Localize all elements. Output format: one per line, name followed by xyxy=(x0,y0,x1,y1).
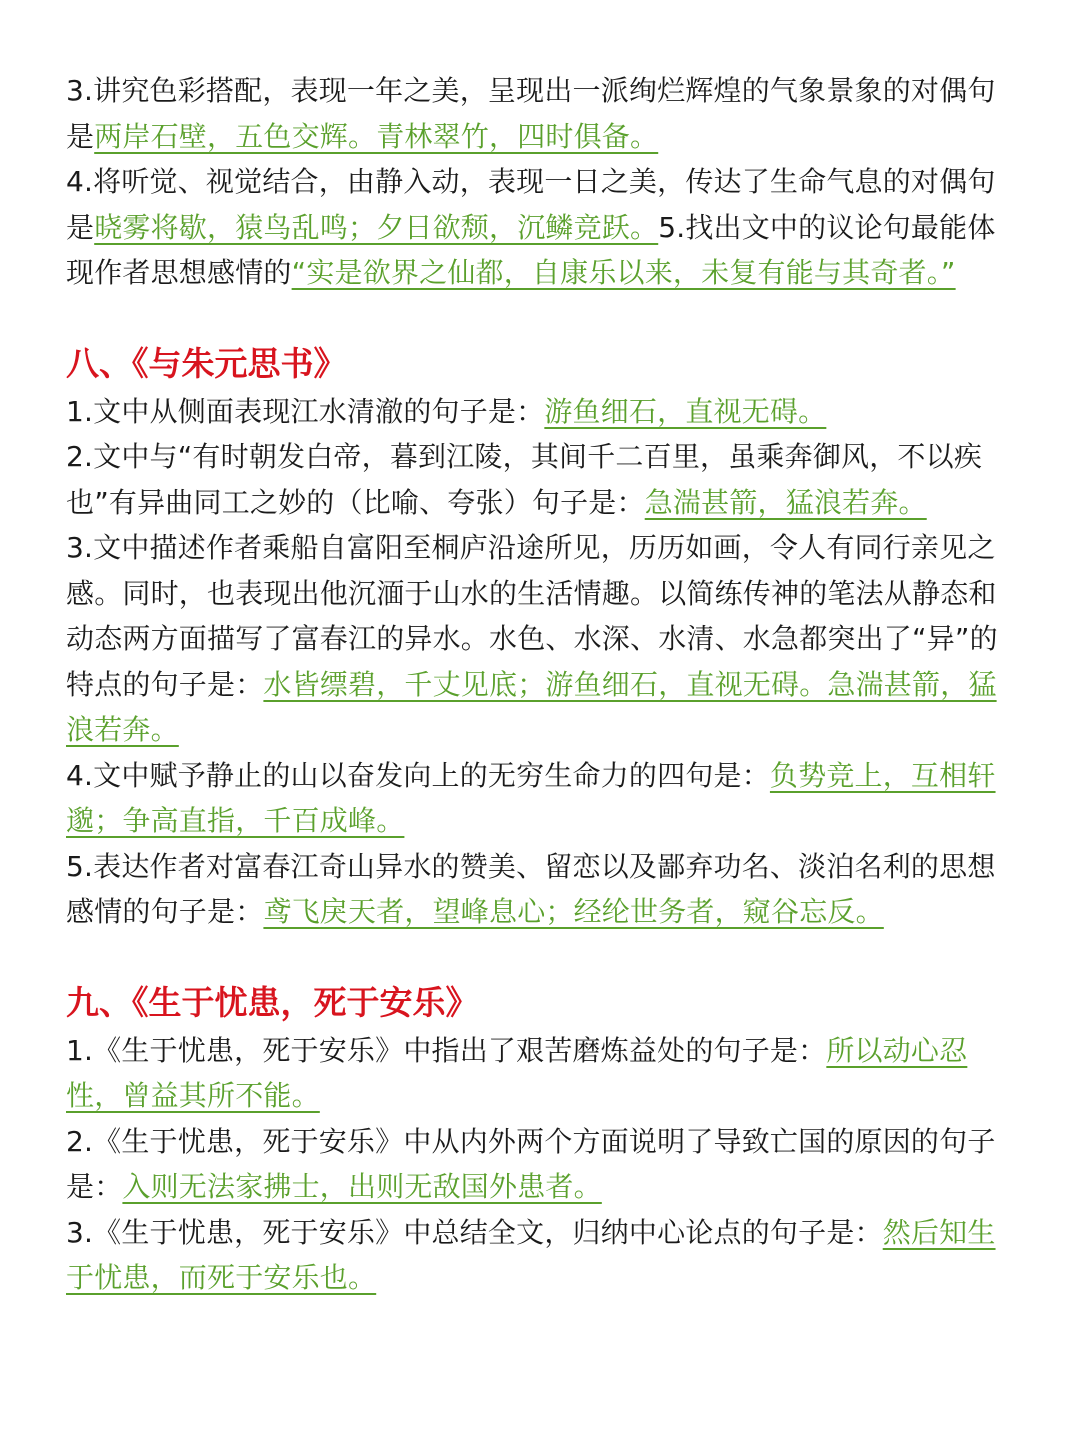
answer-text: 急湍甚箭，猛浪若奔。 xyxy=(644,485,927,519)
answer-text: 晓雾将歇，猿鸟乱鸣；夕日欲颓，沉鳞竞跃。 xyxy=(94,210,659,244)
question-8-1 xyxy=(66,389,1020,435)
question-prompt: 1.《生于忧患，死于安乐》中指出了艰苦磨炼益处的句子是： xyxy=(66,1033,827,1067)
question-9-3 xyxy=(66,1210,1020,1301)
question-prompt: 4.将听觉、视觉结合，由静入动，表现一日之美，传达了生命气息的对偶句是 xyxy=(66,165,996,244)
answer-text: 然后知生于忧患，而死于安乐也。 xyxy=(66,1215,996,1294)
question-prompt: 4.文中赋予静止的山以奋发向上的无穷生命力的四句是： xyxy=(66,758,770,792)
answer-text: 游鱼细石，直视无碍。 xyxy=(544,394,827,428)
question-prompt: 2.《生于忧患，死于安乐》中从内外两个方面说明了导致亡国的原因的句子是： xyxy=(66,1124,996,1203)
document-page xyxy=(66,68,1020,1301)
section-heading-8: 八、《与朱元思书》 xyxy=(66,343,347,383)
question-8-3 xyxy=(66,525,1020,753)
answer-text: 所以动心忍性，曾益其所不能。 xyxy=(66,1033,968,1112)
answer-text: 鸢飞戾天者，望峰息心；经纶世务者，窥谷忘反。 xyxy=(263,895,884,928)
answer-text: 入则无法家拂士，出则无敌国外患者。 xyxy=(122,1170,602,1203)
answer-text: 水皆缥碧，千丈见底；游鱼细石，直视无碍。急湍甚箭，猛浪若奔。 xyxy=(66,667,997,746)
answer-text: 两岸石壁，五色交辉。青林翠竹，四时俱备。 xyxy=(94,119,659,153)
question-prompt: 5.找出文中的议论句最能体现作者思想感情的 xyxy=(66,210,996,289)
question-prompt: 2.文中与“有时朝发白帝，暮到江陵，其间千二百里，虽乘奔御风，不以疾也”有异曲同工之妙的（比喻、夸张）句子是： xyxy=(66,440,983,519)
question-8-5 xyxy=(66,844,1020,935)
question-prompt: 3.讲究色彩搭配，表现一年之美，呈现出一派绚烂辉煌的气象景象的对偶句是 xyxy=(66,74,996,153)
section-heading-9: 九、《生于忧患，死于安乐》 xyxy=(66,982,479,1022)
question-prompt: 5.表达作者对富春江奇山异水的赞美、留恋以及鄙弃功名、淡泊名利的思想感情的句子是： xyxy=(66,849,996,928)
question-8-4 xyxy=(66,753,1020,844)
question-7-3 xyxy=(66,68,1020,159)
answer-text: 负势竞上，互相轩邈；争高直指，千百成峰。 xyxy=(66,758,996,837)
question-8-2 xyxy=(66,434,1020,525)
question-9-2 xyxy=(66,1119,1020,1210)
question-7-4 xyxy=(66,159,1020,296)
question-prompt: 3.《生于忧患，死于安乐》中总结全文，归纳中心论点的句子是： xyxy=(66,1215,883,1249)
question-prompt: 3.文中描述作者乘船自富阳至桐庐沿途所见，历历如画，令人有同行亲见之感。同时，也表现出他沉湎于山水的生活情趣。以简练传神的笔法从静态和动态两方面描写了富春江的异水。水色、水深、水清、水急都突出了“异”的特点的句子是： xyxy=(66,531,998,701)
answer-text: “实是欲界之仙都，自康乐以来，未复有能与其奇者。” xyxy=(291,256,956,289)
question-prompt: 1.文中从侧面表现江水清澈的句子是： xyxy=(66,394,545,428)
question-9-1 xyxy=(66,1028,1020,1119)
